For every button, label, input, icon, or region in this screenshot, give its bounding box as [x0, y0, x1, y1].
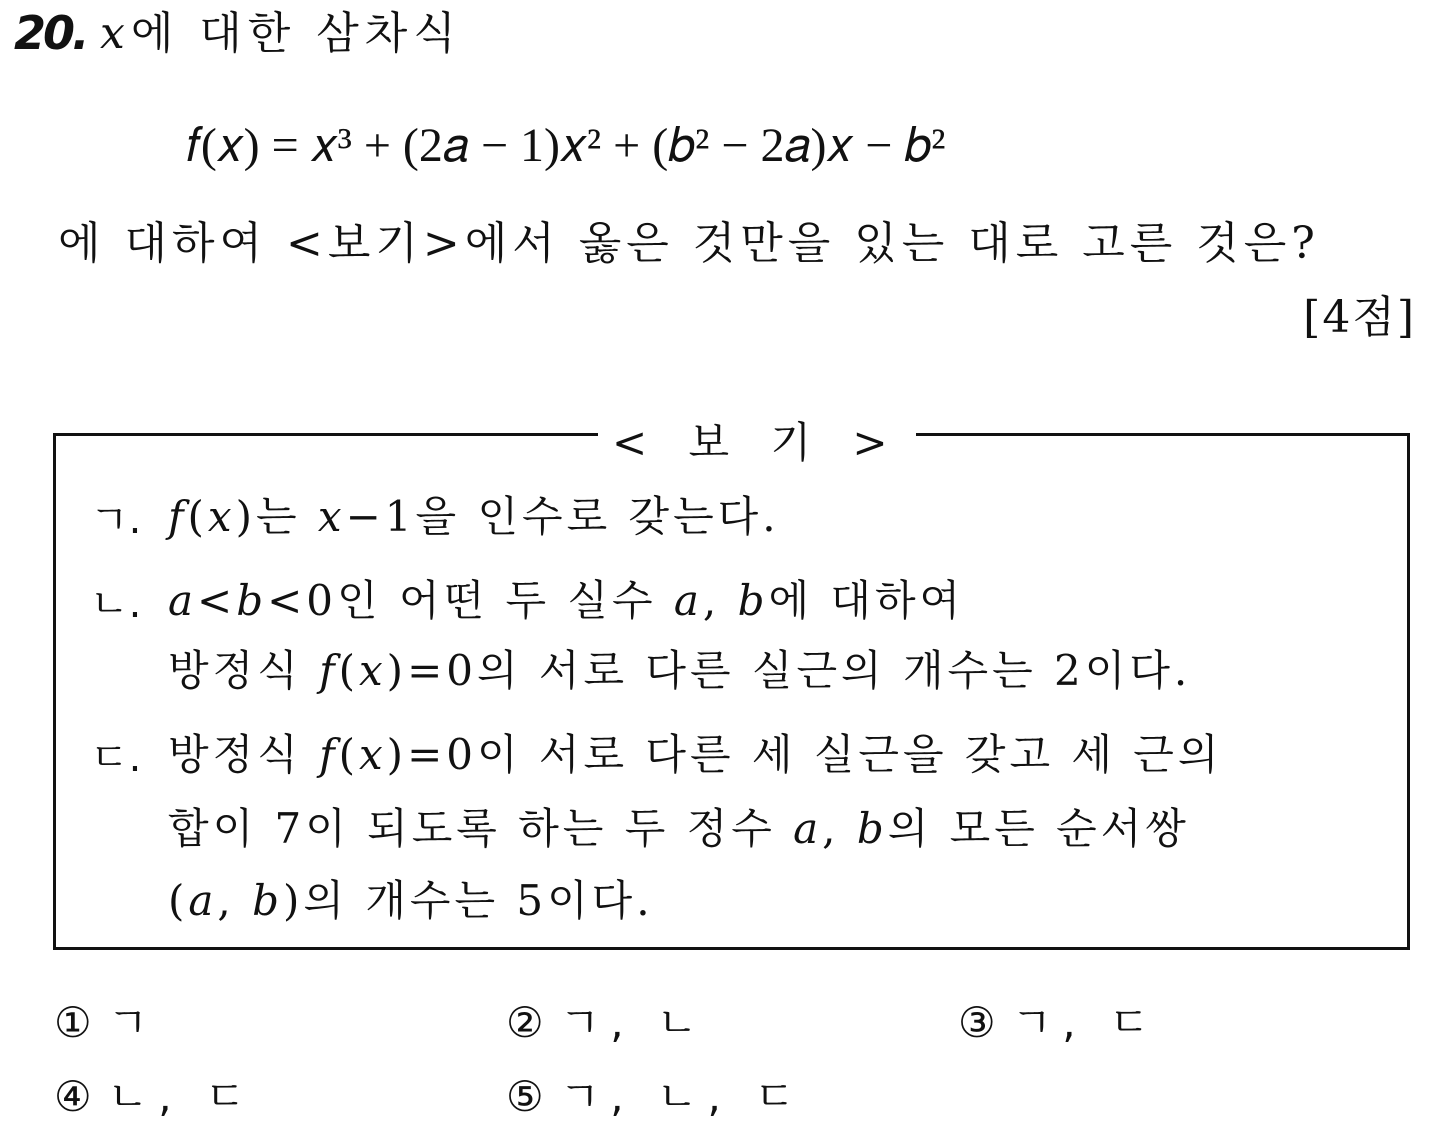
bogi-title: < 보 기 > [598, 410, 916, 470]
choice-3[interactable] [958, 990, 1160, 1050]
choice-5[interactable] [506, 1064, 805, 1124]
problem-number: 20. [14, 6, 87, 60]
bogi-item-label-2: ㄴ. [90, 581, 142, 627]
bogi-item-2-line-2: 방정식 𝑓(𝑥)=0의 서로 다른 실근의 개수는 2이다. [168, 646, 1192, 695]
choice-2-value: ㄱ, ㄴ [559, 998, 708, 1047]
problem-points: [4점] [1303, 292, 1416, 343]
choice-4-mark: ④ [54, 1072, 92, 1121]
bogi-item-2-line-1: 𝑎<𝑏<0인 어떤 두 실수 𝑎, 𝑏에 대하여 [168, 576, 965, 625]
bogi-item-3-line-3: (𝑎, 𝑏)의 개수는 5이다. [168, 876, 654, 925]
choice-3-value: ㄱ, ㄷ [1011, 998, 1160, 1047]
choice-1-mark: ① [54, 998, 92, 1047]
choice-4-value: ㄴ, ㄷ [107, 1072, 256, 1121]
choice-4[interactable] [54, 1064, 256, 1124]
choice-1[interactable] [54, 990, 158, 1050]
bogi-item-3-line-1: 방정식 𝑓(𝑥)=0이 서로 다른 세 실근을 갖고 세 근의 [168, 730, 1223, 779]
bogi-item-3-line-2: 합이 7이 되도록 하는 두 정수 𝑎, 𝑏의 모든 순서쌍 [168, 804, 1190, 853]
choice-5-value: ㄱ, ㄴ, ㄷ [559, 1072, 805, 1121]
choice-2[interactable] [506, 990, 708, 1050]
bogi-item-label-1: ㄱ. [90, 497, 142, 543]
choice-3-mark: ③ [958, 998, 996, 1047]
problem-question: 에 대하여 <보기>에서 옳은 것만을 있는 대로 고른 것은? [58, 218, 1320, 269]
problem-intro: 𝑥에 대한 삼차식 [100, 8, 462, 59]
bogi-item-1-line-1: 𝑓(𝑥)는 𝑥−1을 인수로 갖는다. [168, 492, 780, 541]
problem-formula: 𝑓(𝑥) = 𝑥³ + (2𝑎 − 1)𝑥² + (𝑏² − 2𝑎)𝑥 − 𝑏² [186, 119, 946, 172]
choice-2-mark: ② [506, 998, 544, 1047]
bogi-item-label-3: ㄷ. [90, 735, 142, 781]
choice-1-value: ㄱ [107, 998, 159, 1047]
choice-5-mark: ⑤ [506, 1072, 544, 1121]
